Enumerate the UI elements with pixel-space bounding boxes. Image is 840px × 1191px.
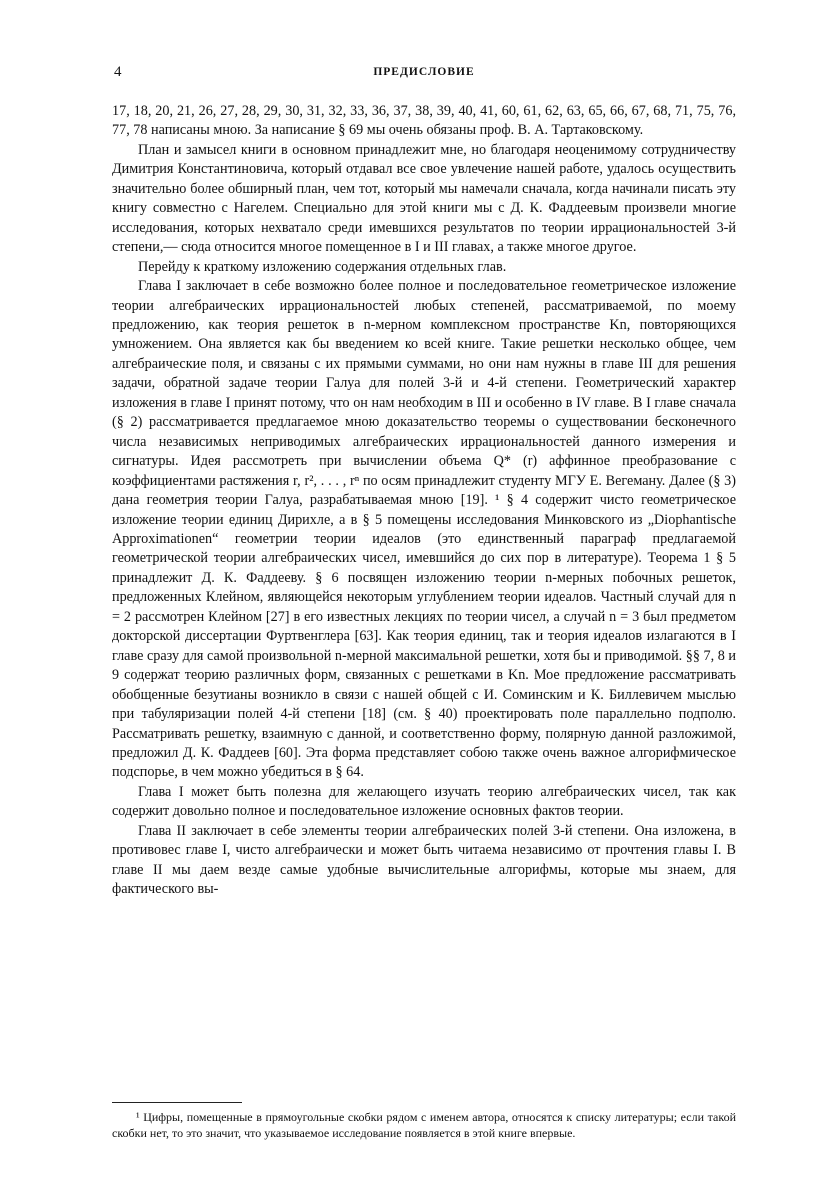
paragraph-plan: План и замысел книги в основном принадлежит мне, но благодаря неоценимому сотрудничеству Димитрия Константиновича, который отдавал все свое увлечение нашей работе, удалось осуществить значительно более обширный план, чем тот, который мы намечали сначала, когда начинали писать эту книгу совместно с Нагелем. Специально для этой книги мы с Д. К. Фаддеевым произвели многие исследования, которых нехватало среди имевшихся результатов по теории иррациональностей 3-й степени,— сюда относится многое помещенное в I и III главах, а также многое другое. bbox=[112, 141, 736, 256]
page bbox=[112, 64, 736, 900]
footnote-divider bbox=[112, 1102, 242, 1103]
page-number: 4 bbox=[114, 64, 122, 80]
paragraph-chapter-1-usefulness: Глава I может быть полезна для желающего изучать теорию алгебраических чисел, так как содержит довольно полное и последовательное изложение основных фактов теории. bbox=[112, 783, 736, 820]
paragraph-chapter-2: Глава II заключает в себе элементы теории алгебраических полей 3-й степени. Она изложена, в противовес главе I, чисто алгебраически и может быть читаема независимо от прочтения главы I. В главе II мы даем везде самые удобные вычислительные алгорифмы, которые мы знаем, для фактического вы- bbox=[112, 822, 736, 898]
paragraph-overview-intro: Перейду к краткому изложению содержания отдельных глав. bbox=[138, 258, 507, 275]
page-header bbox=[112, 64, 736, 86]
footnote: ¹ Цифры, помещенные в прямоугольные скобки рядом с именем автора, относятся к списку литературы; если такой скобки нет, то это значит, что указываемое исследование появляется в этой книге впервые. bbox=[112, 1110, 736, 1140]
body-text bbox=[112, 102, 736, 900]
paragraph-chapter-1: Глава I заключает в себе возможно более полное и последовательное геометрическое изложение теории алгебраических иррациональностей любых степеней, рассматриваемой, по моему предложению, как теория решеток в n-мерном комплексном пространстве Kn, повторяющихся умножением. Она является как бы введением ко всей книге. Такие решетки несколько общее, чем алгебраические поля, и связаны с их прямыми суммами, но они нам нужны в главе III для решения задачи, обратной задаче теории Галуа для полей 3-й и 4-й степени. Геометрический характер изложения в главе I принят потому, что он нам необходим в III и особенно в IV главе. В I главе сначала (§ 2) рассматривается предлагаемое мною доказательство теоремы о существовании бесконечного числа независимых неприводимых алгебраических иррациональностей данного измерения и сигнатуры. Идея рассмотреть при вычислении объема Q* (r) аффинное преобразование с коэффициентами растяжения r, r², . . . , rⁿ по осям принадлежит студенту МГУ Е. Вегеману. Далее (§ 3) дана геометрия теории Галуа, разрабатываемая мною [19]. ¹ § 4 содержит чисто геометрическое изложение теории единиц Дирихле, а в § 5 помещены исследования Минковского из „Diophantische Approximationen“ геометрии теории идеалов (это единственный параграф предлагаемой геометрической теории алгебраических чисел, имевшийся до сих пор в литературе). Теорема 1 § 5 принадлежит Д. К. Фаддееву. § 6 посвящен изложению теории n-мерных побочных решеток, предложенных Клейном, являющейся некоторым углублением теории идеалов. Частный случай для n = 2 рассмотрен Клейном [27] в его известных лекциях по теории чисел, а случай n = 3 был предметом докторской диссертации Фуртвенглера [63]. Как теория единиц, так и теория идеалов излагаются в I главе сразу для самой произвольной n-мерной максимальной решетки, хотя бы и приводимой. §§ 7, 8 и 9 содержат теорию различных форм, связанных с решетками в Kn. Мое предложение рассматривать обобщенные безутианы возникло в связи с нашей общей с И. Соминским и К. Биллевичем мыслью при табуляризации полей 4-й степени [18] (см. § 40) проектировать поле параллельно подполю. Рассматривать решетку, взаимную с данной, и соответственно форму, полярную данной разложимой, предложил Д. К. Фаддеев [60]. Эта форма представляет собою также очень важное алгорифмическое подспорье, в чем можно убедиться в § 64. bbox=[112, 278, 736, 781]
running-title: ПРЕДИСЛОВИЕ bbox=[373, 66, 475, 78]
paragraph-continued: 17, 18, 20, 21, 26, 27, 28, 29, 30, 31, 32, 33, 36, 37, 38, 39, 40, 41, 60, 61, 62, 63, 65, 66, 67, 68, 71, 75, 76, 77, 78 написаны мною. За написание § 69 мы очень обязаны проф. В. А. Тартаковскому. bbox=[112, 103, 736, 139]
